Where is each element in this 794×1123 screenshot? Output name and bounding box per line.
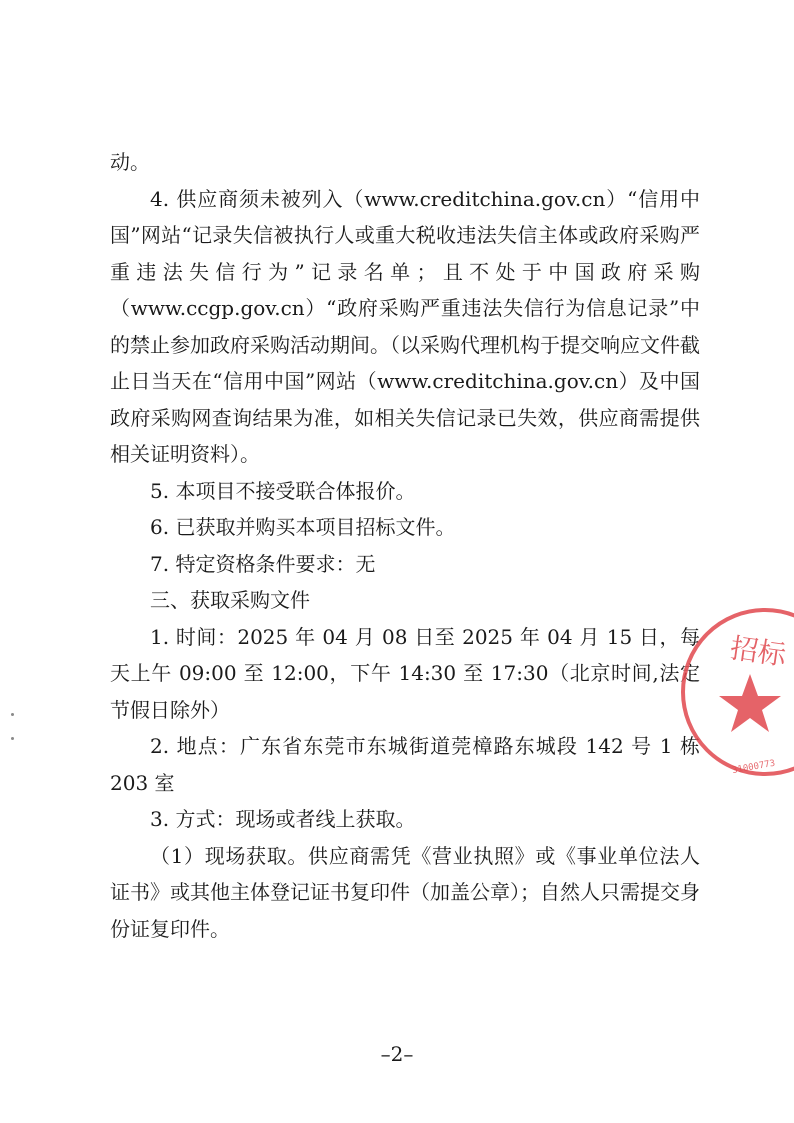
paragraph-item-5-no-consortium: 5. 本项目不接受联合体报价。 xyxy=(150,478,416,503)
page-number: –2– xyxy=(380,1042,414,1066)
seal-code: 31000773 xyxy=(731,758,777,777)
scan-mark xyxy=(11,737,14,740)
star-icon xyxy=(719,674,781,732)
paragraph-item-6-purchase-docs: 6. 已获取并购买本项目招标文件。 xyxy=(150,515,456,539)
paragraph-obtain-method: 3. 方式：现场或者线上获取。 xyxy=(150,807,416,831)
paragraph-obtain-time: 1. 时间：2025 年 04 月 08 日至 2025 年 04 月 15 日，每天上午 09:00 至 12:00，下午 14:30 至 17:30（北京时间,法定节假日除外） xyxy=(110,624,700,722)
paragraph-obtain-location: 2. 地点：广东省东莞市东城街道莞樟路东城段 142 号 1 栋 203 室 xyxy=(110,734,700,795)
section-heading-obtain-documents: 三、获取采购文件 xyxy=(150,588,310,612)
seal-text: 招标 xyxy=(728,631,789,672)
paragraph-continuation: 动。 xyxy=(110,150,150,174)
paragraph-onsite-obtain: （1）现场获取。供应商需凭《营业执照》或《事业单位法人证书》或其他主体登记证书复印件（加盖公章）；自然人只需提交身份证复印件。 xyxy=(110,843,700,941)
document-body xyxy=(110,144,700,947)
paragraph-item-7-special-requirements: 7. 特定资格条件要求：无 xyxy=(150,551,376,576)
paragraph-item-4-credit-check: 4. 供应商须未被列入（www.creditchina.gov.cn）“信用中国”网站“记录失信被执行人或重大税收违法失信主体或政府采购严重违法失信行为”记录名单；且不处于中国政府采购（www.ccgp.gov.cn）“政府采购严重违法失信行为信息记录”中的禁止参加政府采购活动期间。（以采购代理机构于提交响应文件截止日当天在“信用中国”网站（www.creditchina.gov.cn）及中国政府采购网查询结果为准，如相关失信记录已失效，供应商需提供相关证明资料）。 xyxy=(110,186,700,466)
scan-mark xyxy=(11,713,14,716)
